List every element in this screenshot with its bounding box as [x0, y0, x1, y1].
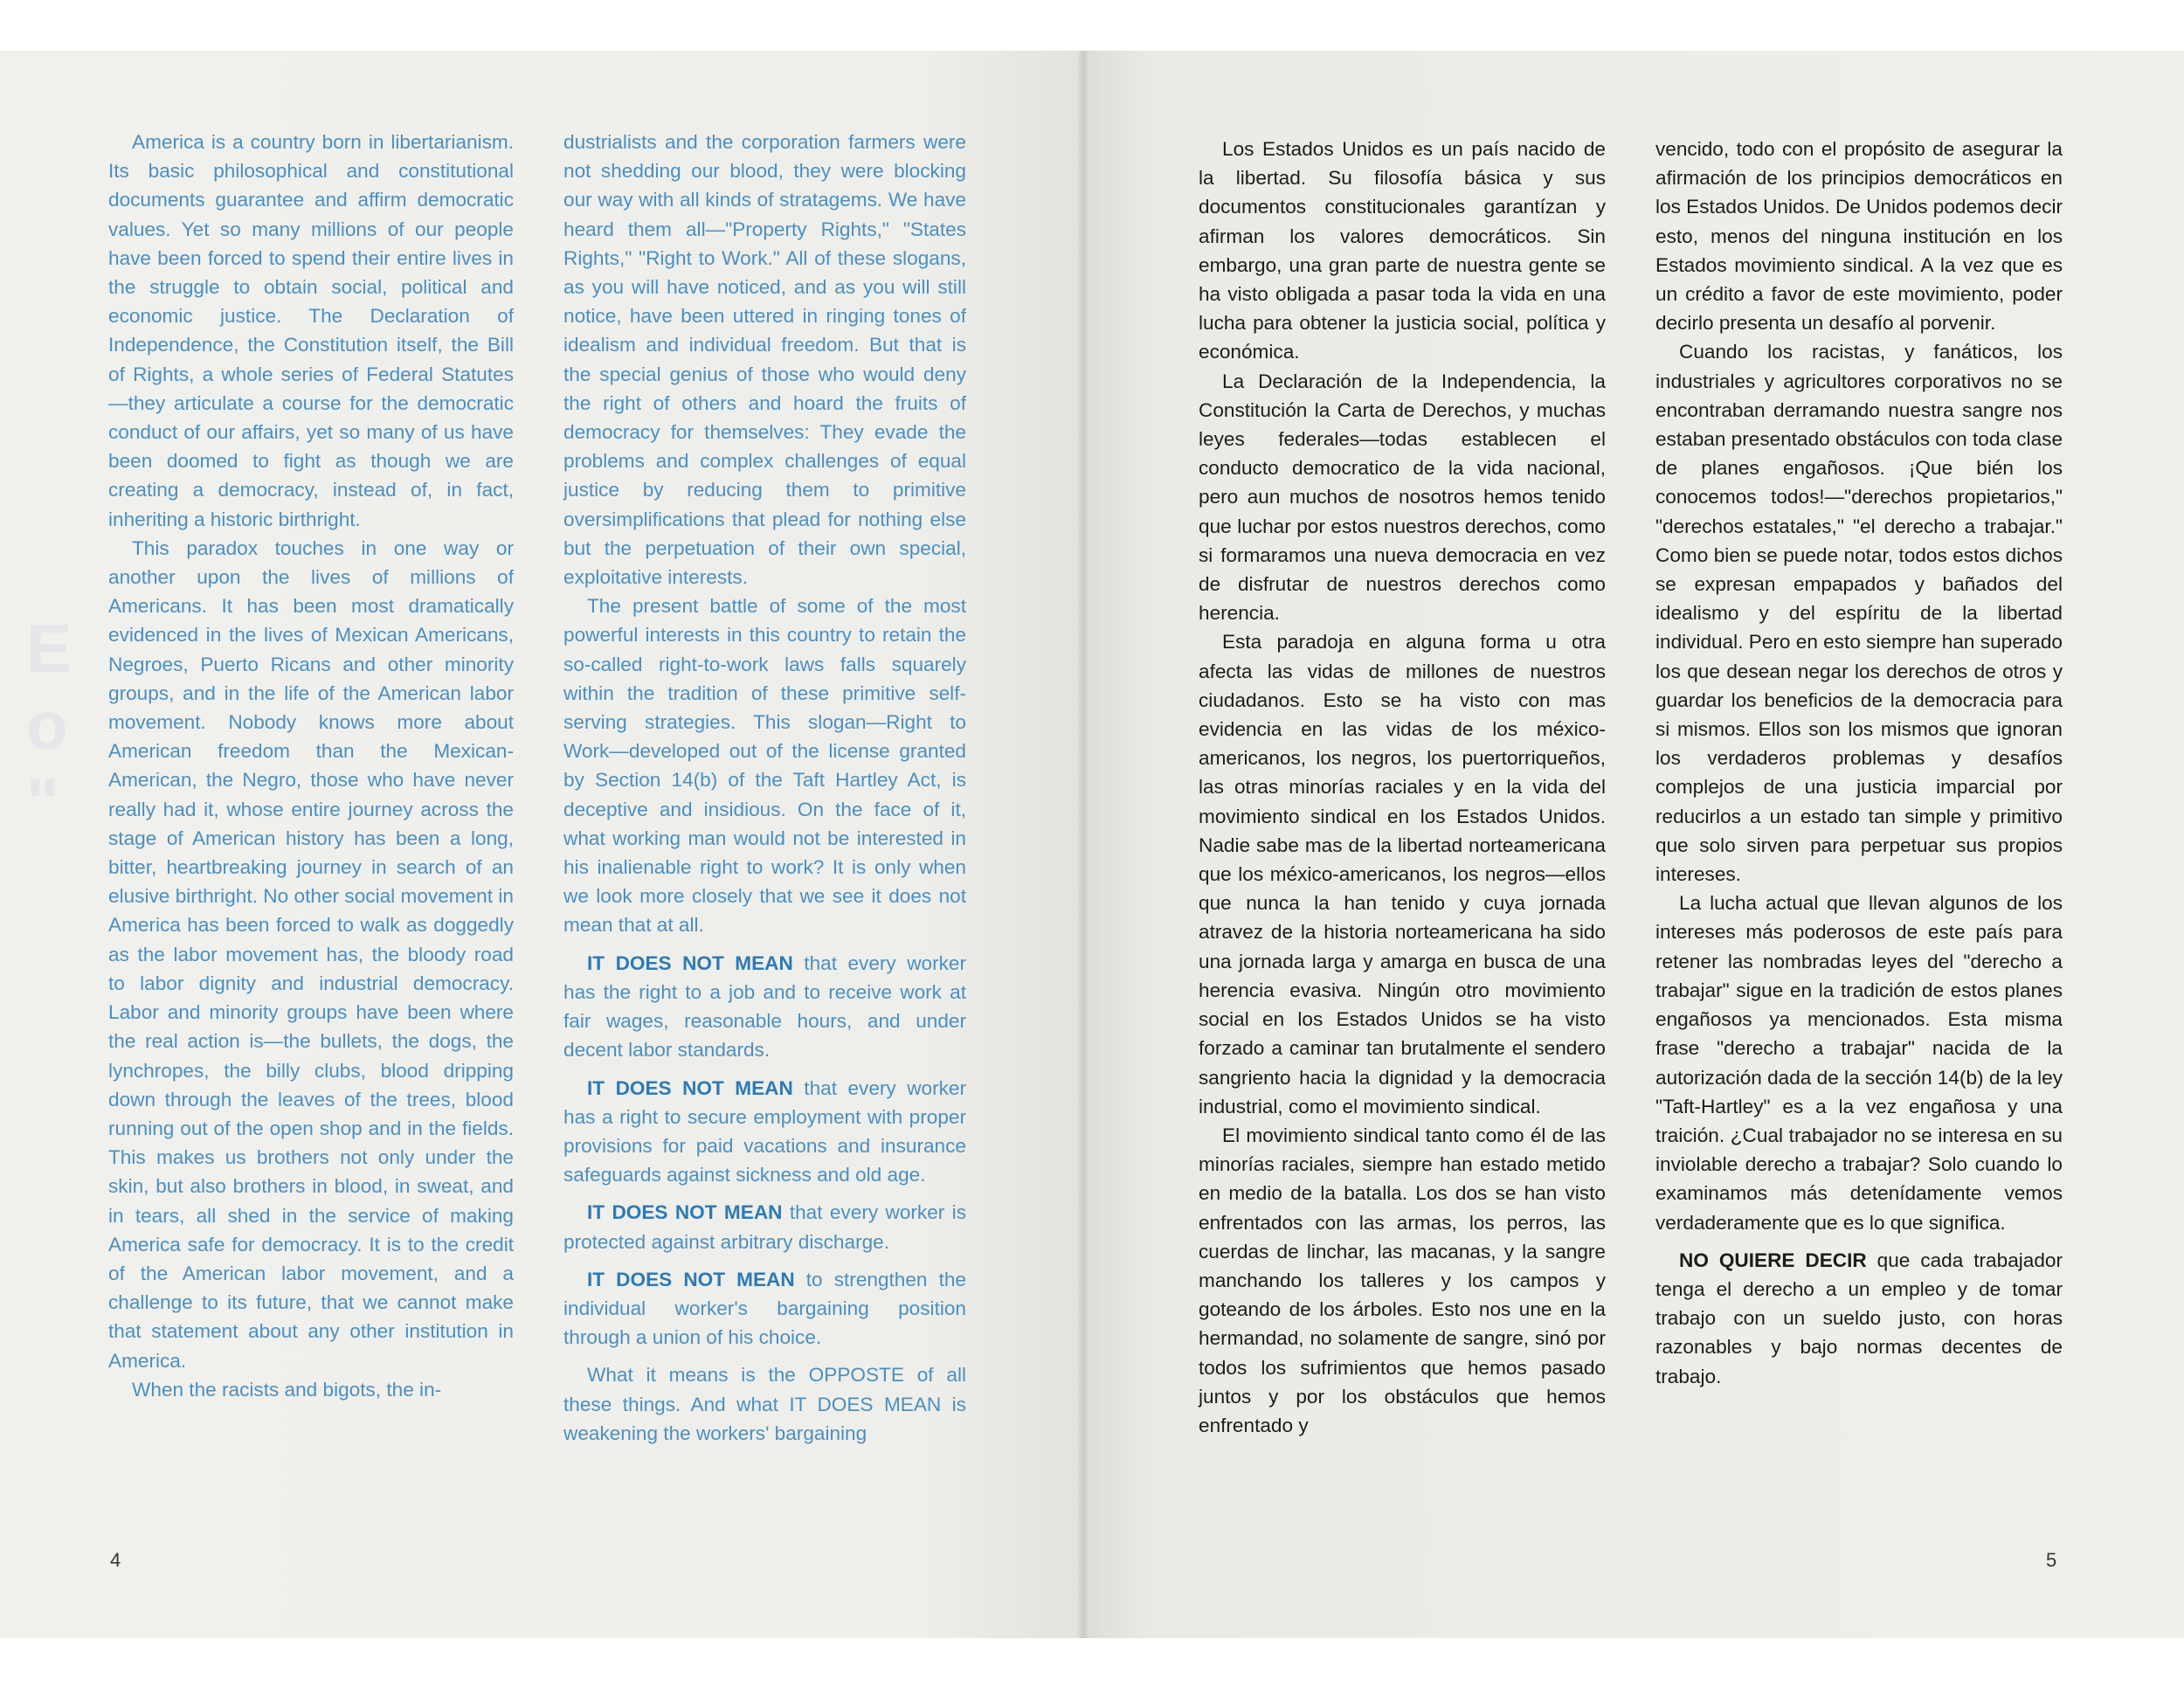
emphasis-paragraph [563, 1265, 966, 1352]
emphasis-lead: IT DOES NOT MEAN [587, 1201, 783, 1224]
paragraph: This paradox touches in one way or another upon the lives of millions of Americans. It has been most dramatically evidenced in the lives of Mexican Americans, Negroes, Puerto Ricans and other minority groups, and in the life of the American labor movement. Nobody knows more about American freedom than the Mexican-American, the Negro, those who have never really had it, whose entire journey across the stage of American history has been a long, bitter, heartbreaking journey in search of an elusive birthright. No other social movement in America has been forced to walk as doggedly as the labor movement has, the bloody road to labor dignity and industrial democracy. Labor and minority groups have been where the real action is—the bullets, the dogs, the lynchropes, the billy clubs, blood dripping down through the leaves of the trees, blood running out of the open shop and in the fields. This makes us brothers not only under the skin, but also brothers in blood, in sweat, and in tears, all shed in the service of making America safe for democracy. It is to the credit of the American labor movement, and a challenge to its future, that we cannot make that statement about any other institution in America. [108, 536, 514, 1372]
paragraph: Los Estados Unidos es un país nacido de la libertad. Su filosofía básica y sus documentos constitucionales garantízan y afirman los valores democráticos. Sin embargo, una gran parte de nuestra gente se ha visto obligada a pasar toda la vida en una lucha para obtener la justicia social, política y económica. [1199, 138, 1606, 363]
left-column-2 [563, 128, 966, 1448]
paragraph: La lucha actual que llevan algunos de los intereses más poderosos de este país para retener las nombradas leyes del "derecho a trabajar" sigue en la tradición de estos planes engañosos ya mencionados. Esta misma frase "derecho a trabajar" nacida de la autorización dada de la sección 14(b) de la ley "Taft-Hartley" es a la vez engañosa y una traición. ¿Cual trabajador no se interesa en su inviolable derecho a trabajar? Solo cuando lo examinamos más detenídamente vemos verdaderamente que es lo que significa. [1655, 892, 2063, 1234]
emphasis-lead: IT DOES NOT MEAN [587, 1268, 795, 1290]
right-page [1088, 51, 2184, 1638]
page-number-left: 4 [110, 1549, 121, 1571]
emphasis-lead: IT DOES NOT MEAN [587, 951, 793, 974]
emphasis-lead: NO QUIERE DECIR [1679, 1249, 1867, 1271]
paragraph-text: that every worker has the right to a job and to receive work at fair wages, reasonable hours, and under decent labor standards. [563, 951, 966, 1062]
paragraph-text: that every worker has a right to secure employment with proper provisions for paid vacations and insurance safeguards against sickness and old age. [563, 1076, 966, 1186]
paragraph: La Declaración de la Independencia, la Constitución la Carta de Derechos, y muchas leyes federales—todas establecen el conducto democratico de la vida nacional, pero aun muchos de nosotros hemos tenido que luchar por estos nuestros derechos, como si formaramos una nueva democracia en vez de disfrutar de nuestros derechos como herencia. [1199, 370, 1606, 625]
emphasis-paragraph [1655, 1246, 2063, 1391]
left-column-1 [108, 128, 514, 1404]
emphasis-lead: IT DOES NOT MEAN [587, 1076, 793, 1099]
paragraph-text: that every worker is protected against arbitrary discharge. [563, 1201, 966, 1253]
paragraph: El movimiento sindical tanto como él de las minorías raciales, siempre han estado metido en medio de la batalla. Los dos se han visto enfrentados con las armas, los perros, las cuerdas de linchar, las macanas, y la sangre manchando los talleres y los campos y goteando de los árboles. Esto nos une en la hermandad, no solamente de sangre, sinó por todos los sufrimientos que hemos pasado juntos y por los obstáculos que hemos enfrentado y [1199, 1124, 1606, 1436]
show-through-print: E o " [26, 610, 73, 841]
paragraph-text: que cada trabajador tenga el derecho a un empleo y de tomar trabajo con un sueldo justo, con horas razonables y bajo normas decentes de trabajo. [1655, 1249, 2063, 1387]
paragraph: America is a country born in libertarianism. Its basic philosophical and constitutional documents guarantee and affirm democratic values. Yet so many millions of our people have been forced to spend their entire lives in the struggle to obtain social, political and economic justice. The Declaration of Independence, the Constitution itself, the Bill of Rights, a whole series of Federal Statutes—they articulate a course for the democratic conduct of our affairs, yet so many of us have been doomed to fight as though we are creating a democracy, instead of, in fact, inheriting a historic birthright. [108, 131, 514, 530]
paragraph: dustrialists and the corporation farmers were not shedding our blood, they were blocking our way with all kinds of stratagems. We have heard them all—"Property Rights," "States Rights," "Right to Work." All of these slogans, as you will have noticed, and as you will still notice, have been uttered in ringing tones of idealism and individual freedom. But that is the special genius of those who would deny the right of others and hoard the fruits of democracy for themselves: They evade the problems and complex challenges of equal justice by reducing them to primitive oversimplifications that plead for nothing else but the perpetuation of their own special, exploitative interests. [563, 131, 966, 589]
paragraph: What it means is the OPPOSTE of all these things. And what IT DOES MEAN is weakening the workers' bargaining [563, 1364, 966, 1444]
emphasis-paragraph [563, 949, 966, 1065]
emphasis-paragraph [563, 1074, 966, 1190]
right-column-1 [1199, 135, 1606, 1440]
right-column-2 [1655, 135, 2063, 1391]
paragraph: When the racists and bigots, the in- [132, 1378, 442, 1401]
paragraph: Esta paradoja en alguna forma u otra afecta las vidas de millones de nuestros ciudadanos. Esto se ha visto con mas evidencia en las vidas de los méxico-americanos, los negros, los puertorriqueños, las otras minorías raciales y en la vida del movimiento sindical en los Estados Unidos. Nadie sabe mas de la libertad norteamericana que los méxico-americanos, los negros—ellos que nunca la han tenido y cuya jornada atravez de la historia norteamericana ha sido una jornada larga y amarga en busca de una herencia evasiva. Ningún otro movimiento social en los Estados Unidos se ha visto forzado a caminar tan brutalmente el sendero sangriento hacia la dignidad y la democracia industrial, como el movimiento sindical. [1199, 631, 1606, 1117]
paragraph: The present battle of some of the most powerful interests in this country to retain the so-called right-to-work laws falls squarely within the tradition of these primitive self-serving strategies. This slogan—Right to Work—developed out of the license granted by Section 14(b) of the Taft Hartley Act, is deceptive and insidious. On the face of it, what working man would not be interested in his inalienable right to work? It is only when we look more closely that we see it does not mean that at all. [563, 595, 966, 937]
paragraph: Cuando los racistas, y fanáticos, los industriales y agricultores corporativos no se encontraban derramando nuestra sangre nos estaban presentado obstáculos con toda clase de planes engañosos. ¡Que bién los conocemos todos!—"derechos propietarios," "derechos estatales," "el derecho a trabajar." Como bien se puede notar, todos estos dichos se expresan empapados y bañados del idealismo y del espíritu de la libertad individual. Pero en esto siempre han superado los que desean negar los derechos de otros y guardar los beneficios de la democracia para si mismos. Ellos son los mismos que ignoran los verdaderos problemas y desafíos complejos de una justicia imparcial por reducirlos a un estado tan simple y primitivo que solo sirven para perpetuar sus propios intereses. [1655, 341, 2063, 886]
paragraph-text: to strengthen the individual worker's bargaining position through a union of his choice. [563, 1268, 967, 1349]
paragraph: vencido, todo con el propósito de asegurar la afirmación de los principios democráticos en los Estados Unidos. De Unidos podemos decir esto, menos del ninguna institución en los Estados movimiento sindical. A la vez que es un crédito a favor de este movimiento, poder decirlo presenta un desafío al porvenir. [1655, 138, 2063, 335]
emphasis-paragraph [563, 1198, 966, 1256]
booklet-spread [0, 51, 2184, 1638]
left-page [0, 51, 1082, 1638]
page-number-right: 5 [2046, 1549, 2057, 1571]
